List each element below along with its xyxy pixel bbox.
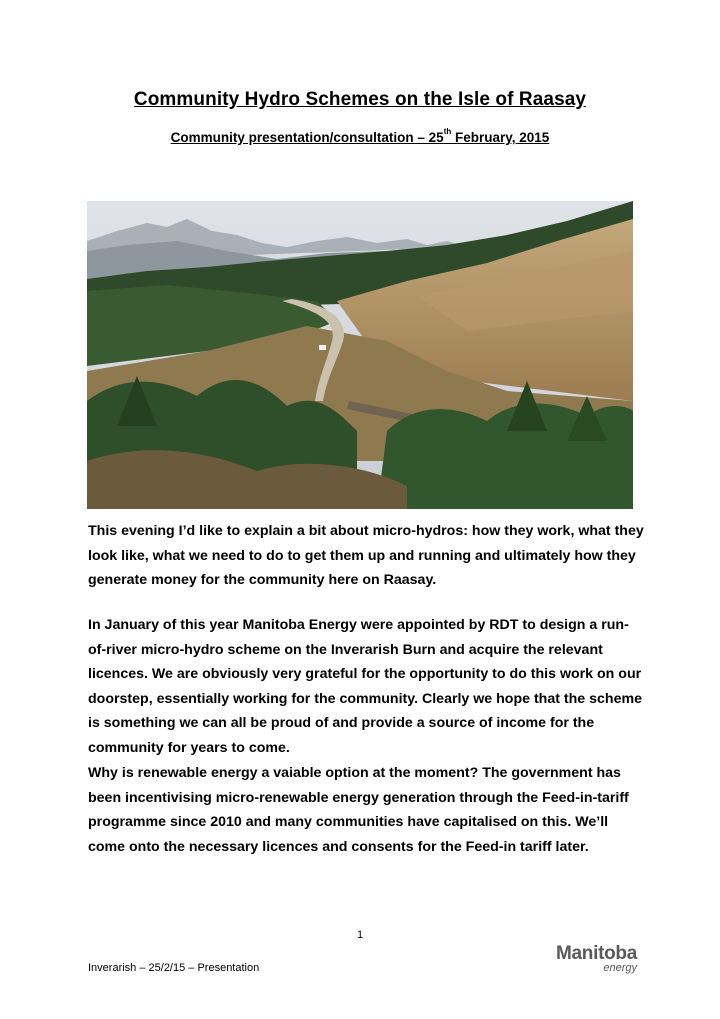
logo-main-text: Manitoba [556, 943, 637, 964]
manitoba-energy-logo [545, 943, 637, 975]
paragraph-intro: This evening I’d like to explain a bit about micro-hydros: how they work, what they look like, what we need to do to get them up and running and ultimately how they generate money for the community here on Raasay. [88, 523, 644, 588]
subtitle-text: Community presentation/consultation – 25 [170, 130, 444, 145]
footer-text: Inverarish – 25/2/15 – Presentation [88, 962, 260, 974]
paragraph-appointment: In January of this year Manitoba Energy were appointed by RDT to design a run-of-river micro-hydro scheme on the Inverarish Burn and acquire the relevant licences. We are obviously very grateful for the opportunity to do this work on our doorstep, essentially working for the community. Clearly we hope that the scheme is something we can all be proud of and provide a source of income for the community for years to come. [88, 617, 642, 756]
landscape-photo-drawing [87, 201, 633, 509]
logo-sub-text: energy [603, 962, 637, 974]
page-number: 1 [356, 929, 364, 941]
paragraph-renewable: Why is renewable energy a vaiable option at the moment? The government has been incentivising micro-renewable energy generation through the Feed-in-tariff programme since 2010 and many communities have capitalised on this. We’ll come onto the necessary licences and consents for the Feed-in tariff later. [88, 765, 629, 855]
subtitle-date: February, 2015 [451, 130, 550, 145]
landscape-photo [87, 201, 633, 509]
page-subtitle [0, 127, 720, 145]
subtitle-superscript: th [443, 127, 452, 136]
page-title: Community Hydro Schemes on the Isle of Raasay [133, 89, 587, 110]
